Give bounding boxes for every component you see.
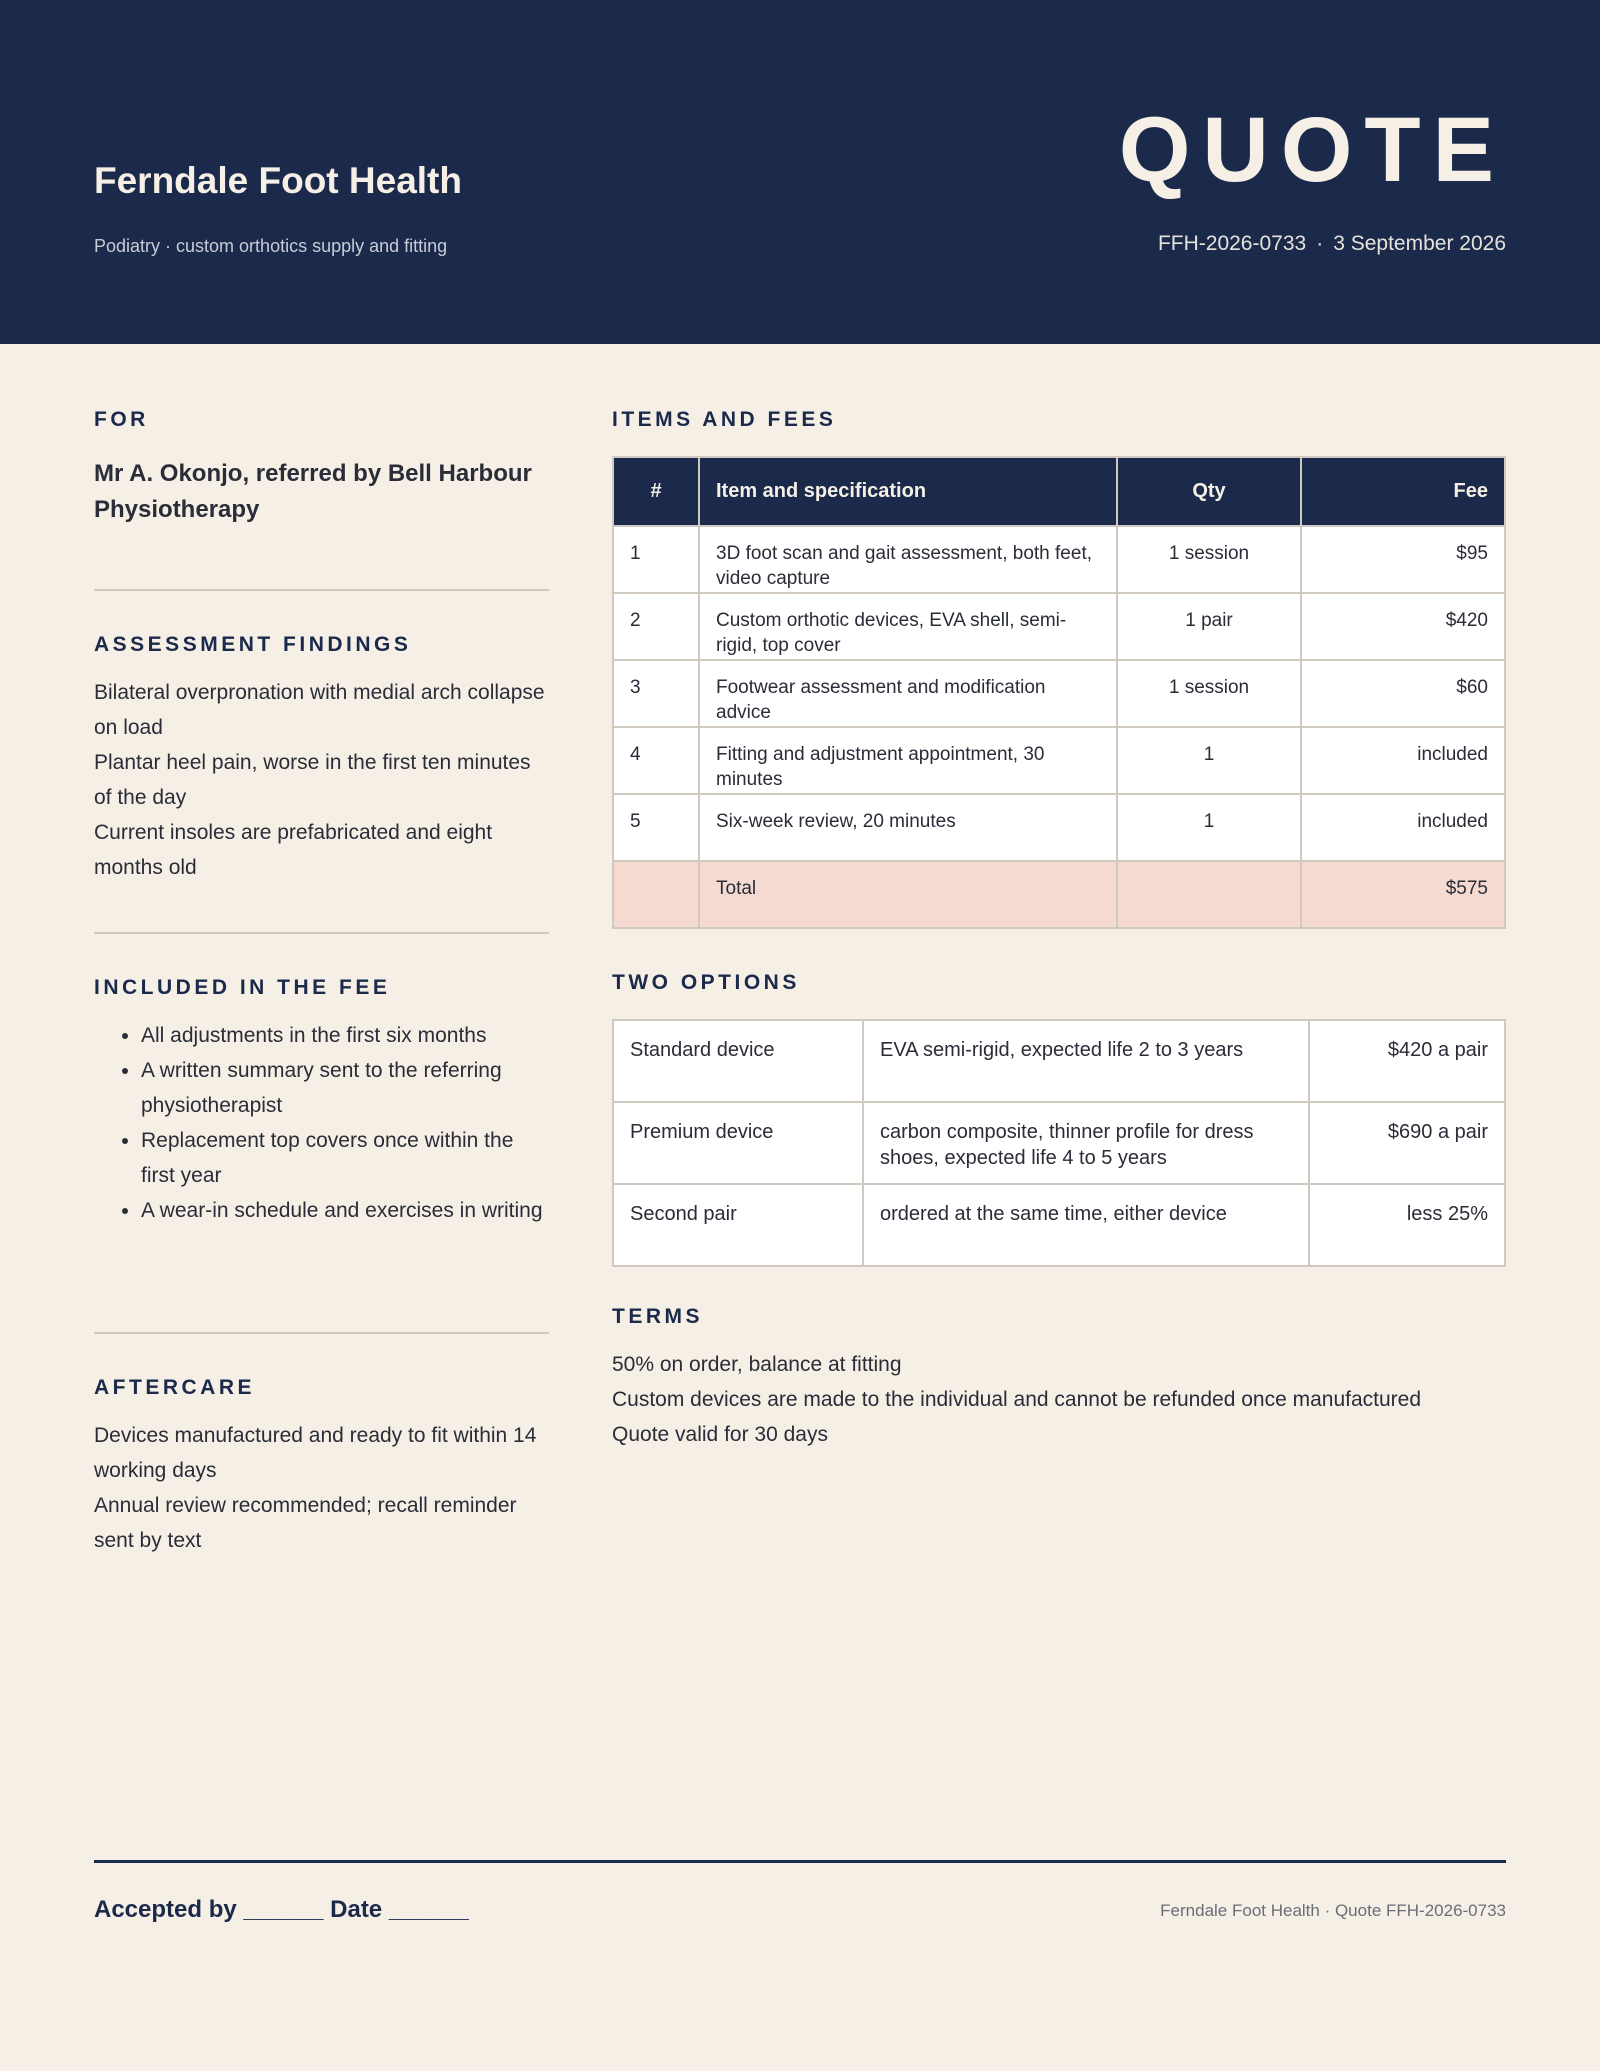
finding-line: Bilateral overpronation with medial arch collapse on load [94, 681, 545, 739]
option-row [613, 1020, 1505, 1102]
terms-line: Custom devices are made to the individual and cannot be refunded once manufactured [612, 1388, 1422, 1411]
options-table [612, 1019, 1506, 1267]
included-item: • A wear-in schedule and exercises in writing [141, 1193, 549, 1228]
terms-line: Quote valid for 30 days [612, 1423, 828, 1446]
total-row [613, 861, 1505, 928]
quote-date: 3 September 2026 [1333, 232, 1506, 255]
aftercare-list [94, 1418, 549, 1558]
findings-section [94, 591, 549, 932]
included-heading: INCLUDED IN THE FEE [94, 976, 391, 999]
included-item: • All adjustments in the first six months [141, 1018, 549, 1053]
row-item: 3D foot scan and gait assessment, both feet, video capture [699, 526, 1117, 593]
aftercare-line: Devices manufactured and ready to fit within 14 working days [94, 1424, 537, 1482]
document-title: QUOTE [1118, 99, 1506, 201]
left-column [94, 408, 549, 1558]
row-fee: $95 [1301, 526, 1505, 593]
findings-list [94, 675, 549, 885]
total-label: Total [699, 861, 1117, 928]
column-header-item: Item and specification [699, 457, 1117, 526]
option-row [613, 1102, 1505, 1184]
fees-table [612, 456, 1506, 929]
included-item: • A written summary sent to the referring physiotherapist [141, 1053, 549, 1123]
option-name: Premium device [613, 1102, 863, 1184]
row-qty: 1 [1117, 794, 1301, 861]
row-fee: included [1301, 727, 1505, 794]
row-number: 4 [613, 727, 699, 794]
clinic-name: Ferndale Foot Health [94, 160, 462, 201]
footer-note: Ferndale Foot Health · Quote FFH-2026-0733 [1160, 1901, 1506, 1920]
row-item: Custom orthotic devices, EVA shell, semi-rigid, top cover [699, 593, 1117, 660]
right-column [612, 408, 1506, 1452]
option-description: carbon composite, thinner profile for dress shoes, expected life 4 to 5 years [863, 1102, 1309, 1184]
quote-meta [1158, 232, 1506, 256]
included-list [94, 1018, 549, 1228]
column-header-qty: Qty [1117, 457, 1301, 526]
row-qty: 1 [1117, 727, 1301, 794]
table-row [613, 727, 1505, 794]
column-header-number: # [613, 457, 699, 526]
findings-heading: ASSESSMENT FINDINGS [94, 633, 412, 656]
table-row [613, 794, 1505, 861]
option-description: ordered at the same time, either device [863, 1184, 1309, 1266]
footer-divider [94, 1860, 1506, 1863]
row-number: 3 [613, 660, 699, 727]
row-number: 5 [613, 794, 699, 861]
fees-heading: ITEMS AND FEES [612, 408, 837, 431]
row-qty: 1 session [1117, 526, 1301, 593]
options-heading: TWO OPTIONS [612, 971, 800, 994]
included-item: • Replacement top covers once within the first year [141, 1123, 549, 1193]
for-heading: FOR [94, 408, 149, 431]
row-number: 2 [613, 593, 699, 660]
terms-line: 50% on order, balance at fitting [612, 1353, 902, 1376]
table-row [613, 593, 1505, 660]
option-price: less 25% [1309, 1184, 1505, 1266]
quote-reference: FFH-2026-0733 [1157, 232, 1307, 255]
aftercare-heading: AFTERCARE [94, 1376, 255, 1399]
row-qty: 1 session [1117, 660, 1301, 727]
total-value: $575 [1301, 861, 1505, 928]
column-header-fee: Fee [1301, 457, 1505, 526]
total-number-cell [613, 861, 699, 928]
acceptance-line: Accepted by ______ Date ______ [94, 1896, 469, 1923]
row-fee: $420 [1301, 593, 1505, 660]
row-item: Footwear assessment and modification advice [699, 660, 1117, 727]
terms-list [612, 1347, 1506, 1452]
finding-line: Current insoles are prefabricated and eight months old [94, 821, 493, 879]
row-item: Fitting and adjustment appointment, 30 minutes [699, 727, 1117, 794]
row-qty: 1 pair [1117, 593, 1301, 660]
table-row [613, 660, 1505, 727]
for-section [94, 408, 549, 589]
fees-header-row [613, 457, 1505, 526]
option-price: $420 a pair [1309, 1020, 1505, 1102]
recipient-name: Mr A. Okonjo, referred by Bell Harbour Physiotherapy [94, 460, 532, 523]
option-price: $690 a pair [1309, 1102, 1505, 1184]
quote-header [0, 0, 1600, 344]
row-number: 1 [613, 526, 699, 593]
terms-heading: TERMS [612, 1305, 703, 1328]
option-name: Second pair [613, 1184, 863, 1266]
clinic-tagline: Podiatry · custom orthotics supply and fitting [94, 236, 448, 256]
option-description: EVA semi-rigid, expected life 2 to 3 years [863, 1020, 1309, 1102]
finding-line: Plantar heel pain, worse in the first ten minutes of the day [94, 751, 531, 809]
option-name: Standard device [613, 1020, 863, 1102]
row-item: Six-week review, 20 minutes [699, 794, 1117, 861]
total-qty-cell [1117, 861, 1301, 928]
aftercare-line: Annual review recommended; recall reminder sent by text [94, 1494, 517, 1552]
table-row [613, 526, 1505, 593]
included-section [94, 934, 549, 1332]
option-row [613, 1184, 1505, 1266]
row-fee: included [1301, 794, 1505, 861]
aftercare-section [94, 1334, 549, 1558]
meta-separator: · [1316, 232, 1324, 255]
row-fee: $60 [1301, 660, 1505, 727]
